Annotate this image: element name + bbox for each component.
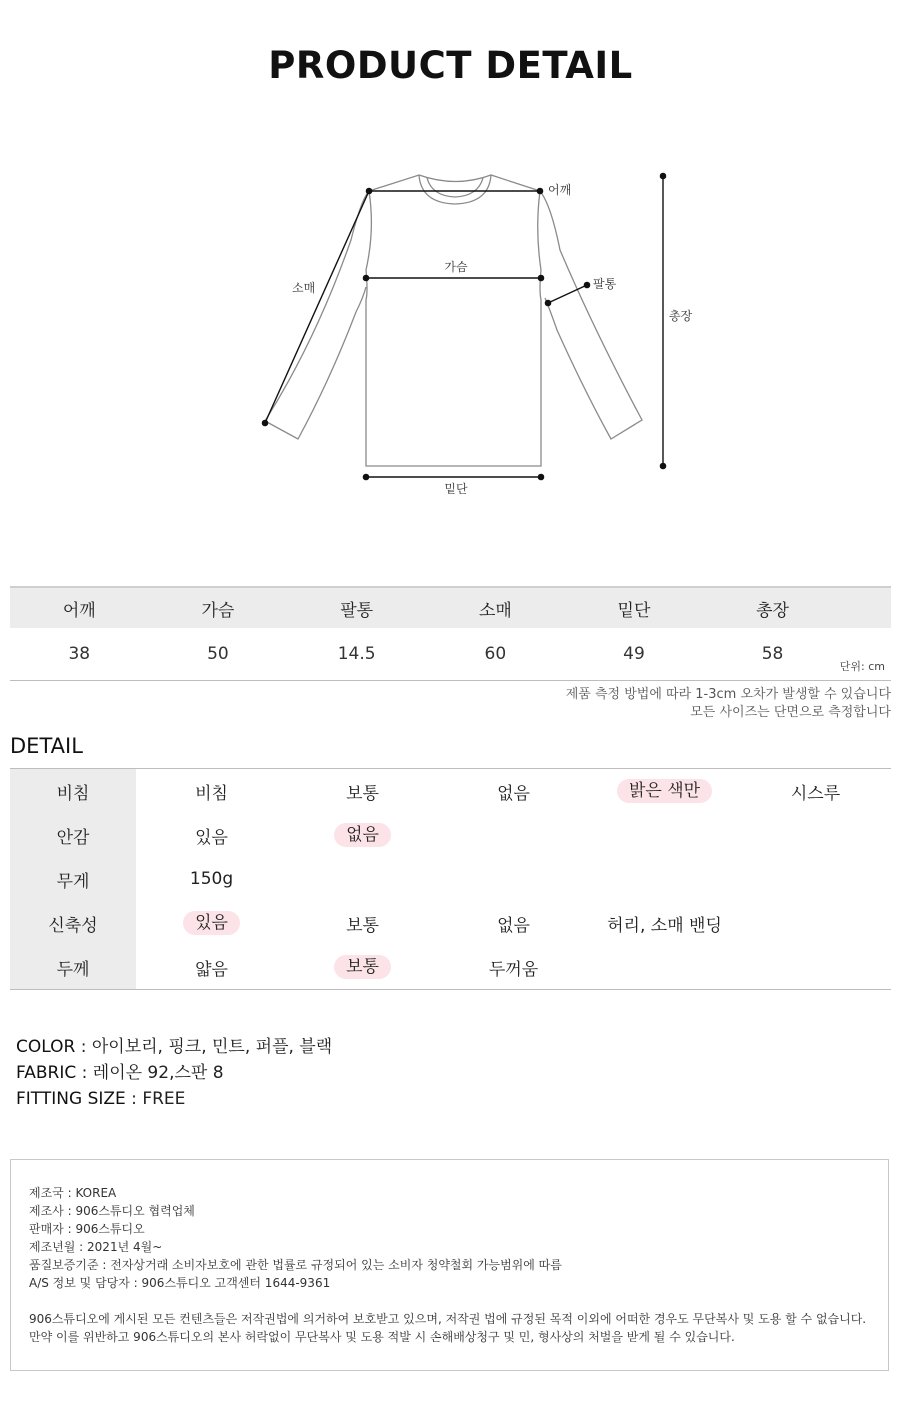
info-line: 품질보증기준 : 전자상거래 소비자보호에 관한 법률로 규정되어 있는 소비자 청약철회 가능범위에 따름 (29, 1258, 562, 1272)
color-value: 아이보리, 핑크, 민트, 퍼플, 블랙 (91, 1037, 333, 1057)
hem-label: 밑단 (444, 482, 468, 496)
detail-row (10, 945, 891, 990)
info-line: 제조년월 : 2021년 4월~ (29, 1240, 163, 1254)
detail-option-selected: 있음 (183, 911, 240, 935)
note-line: 모든 사이즈는 단면으로 측정합니다 (690, 705, 891, 720)
detail-row-label: 무게 (10, 857, 136, 901)
detail-cell (438, 857, 589, 901)
detail-option-selected: 밝은 색만 (617, 779, 712, 803)
size-value-chest: 50 (149, 628, 288, 681)
detail-option: 허리, 소매 밴딩 (607, 915, 722, 936)
product-info (29, 1184, 866, 1346)
product-info-box (10, 1159, 889, 1371)
fabric-label: FABRIC (16, 1063, 77, 1083)
size-value-length: 58 (703, 628, 842, 681)
detail-cell (438, 813, 589, 857)
size-value-row (10, 628, 891, 681)
arm-line (548, 285, 587, 303)
detail-option: 있음 (195, 827, 228, 848)
fabric-value: 레이온 92,스판 8 (92, 1063, 224, 1083)
detail-cell (438, 901, 589, 945)
info-spacer (29, 1292, 866, 1310)
arm-label: 팔통 (593, 277, 617, 291)
detail-row (10, 769, 891, 814)
detail-row (10, 901, 891, 945)
detail-row-label: 두께 (10, 945, 136, 990)
size-header-shoulder: 어깨 (10, 587, 149, 628)
info-line: 판매자 : 906스튜디오 (29, 1222, 145, 1236)
detail-cell (589, 901, 740, 945)
detail-row (10, 857, 891, 901)
detail-option: 보통 (346, 783, 379, 804)
detail-body (10, 769, 891, 990)
detail-table (10, 768, 891, 990)
chest-left-dot (363, 275, 368, 280)
fitting-label: FITTING SIZE (16, 1089, 126, 1109)
sleeve-label: 소매 (292, 281, 316, 295)
detail-cell (589, 945, 740, 990)
sleeve-end-dot (262, 420, 267, 425)
info-line: 제조국 : KOREA (29, 1186, 117, 1200)
page-title: PRODUCT DETAIL (268, 44, 633, 87)
detail-cell (287, 857, 438, 901)
note-line: 제품 측정 방법에 따라 1-3cm 오차가 발생할 수 있습니다 (565, 687, 891, 702)
detail-cell (740, 901, 891, 945)
size-unit-cell (839, 628, 891, 681)
fabric-separator: : (76, 1063, 93, 1083)
detail-cell (287, 901, 438, 945)
arm-outer-dot (584, 282, 589, 287)
size-value-hem: 49 (565, 628, 704, 681)
info-line: 제조사 : 906스튜디오 협력업체 (29, 1204, 195, 1218)
hem-right-dot (538, 474, 543, 479)
detail-cell (589, 769, 740, 814)
unit-label: 단위: cm (839, 660, 885, 673)
detail-cell (438, 945, 589, 990)
color-separator: : (75, 1037, 92, 1057)
detail-cell (740, 857, 891, 901)
detail-option-selected: 보통 (334, 955, 391, 979)
detail-option: 없음 (497, 915, 530, 936)
product-specs (16, 1034, 332, 1112)
detail-cell (740, 945, 891, 990)
size-header-length: 총장 (703, 587, 842, 628)
detail-row (10, 813, 891, 857)
detail-row-label: 안감 (10, 813, 136, 857)
fitting-separator: : (125, 1089, 143, 1109)
length-top-dot (660, 173, 665, 178)
detail-option-selected: 없음 (334, 823, 391, 847)
detail-cell (136, 813, 287, 857)
fitting-spec (16, 1086, 332, 1112)
sweater-outline (265, 175, 642, 466)
shoulder-label: 어깨 (548, 183, 572, 197)
length-bottom-dot (660, 463, 665, 468)
size-table (10, 586, 891, 681)
sleeve-line (265, 191, 369, 423)
info-line: A/S 정보 및 담당자 : 906스튜디오 고객센터 1644-9361 (29, 1276, 331, 1290)
detail-option: 보통 (346, 915, 379, 936)
shoulder-right-dot (537, 188, 542, 193)
detail-cell (287, 945, 438, 990)
color-spec (16, 1034, 332, 1060)
detail-option: 시스루 (790, 783, 841, 804)
hem-left-dot (363, 474, 368, 479)
size-header-chest: 가슴 (149, 587, 288, 628)
detail-cell (589, 857, 740, 901)
detail-cell (136, 945, 287, 990)
color-label: COLOR (16, 1037, 76, 1057)
detail-cell (287, 813, 438, 857)
detail-cell (287, 769, 438, 814)
detail-row-label: 신축성 (10, 901, 136, 945)
detail-heading: DETAIL (10, 734, 83, 758)
size-header-hem: 밑단 (565, 587, 704, 628)
size-value-shoulder: 38 (10, 628, 149, 681)
fabric-spec (16, 1060, 332, 1086)
size-header-row (10, 587, 891, 628)
detail-cell (136, 769, 287, 814)
detail-option: 얇음 (195, 959, 228, 980)
detail-cell (740, 813, 891, 857)
detail-cell (136, 857, 287, 901)
detail-option: 없음 (497, 783, 530, 804)
length-label: 총장 (669, 309, 693, 323)
detail-option: 150g (189, 869, 234, 889)
measurement-notes (566, 686, 891, 722)
detail-cell (740, 769, 891, 814)
detail-cell (136, 901, 287, 945)
detail-option: 두꺼움 (488, 959, 539, 980)
detail-cell (438, 769, 589, 814)
chest-label: 가슴 (444, 260, 468, 274)
size-header-pad (842, 587, 891, 628)
copyright-notice: 906스튜디오에 게시된 모든 컨텐츠들은 저작권법에 의거하여 보호받고 있으며, 저작권 법에 규정된 목적 이외에 어떠한 경우도 무단복사 및 도용 할 수 없습니다. (29, 1312, 867, 1326)
size-header-sleeve: 소매 (426, 587, 565, 628)
arm-inner-dot (545, 300, 550, 305)
copyright-notice: 만약 이를 위반하고 906스튜디오의 본사 허락없이 무단복사 및 도용 적발 시 손해배상청구 및 민, 형사상의 처벌을 받게 될 수 있습니다. (29, 1330, 735, 1344)
detail-option: 비침 (195, 783, 228, 804)
chest-right-dot (538, 275, 543, 280)
size-header-arm: 팔통 (287, 587, 426, 628)
fitting-value: FREE (142, 1089, 186, 1109)
detail-row-label: 비침 (10, 769, 136, 814)
size-value-sleeve: 60 (426, 628, 565, 681)
size-value-arm: 14.5 (287, 628, 426, 681)
garment-size-diagram (0, 150, 901, 510)
detail-cell (589, 813, 740, 857)
